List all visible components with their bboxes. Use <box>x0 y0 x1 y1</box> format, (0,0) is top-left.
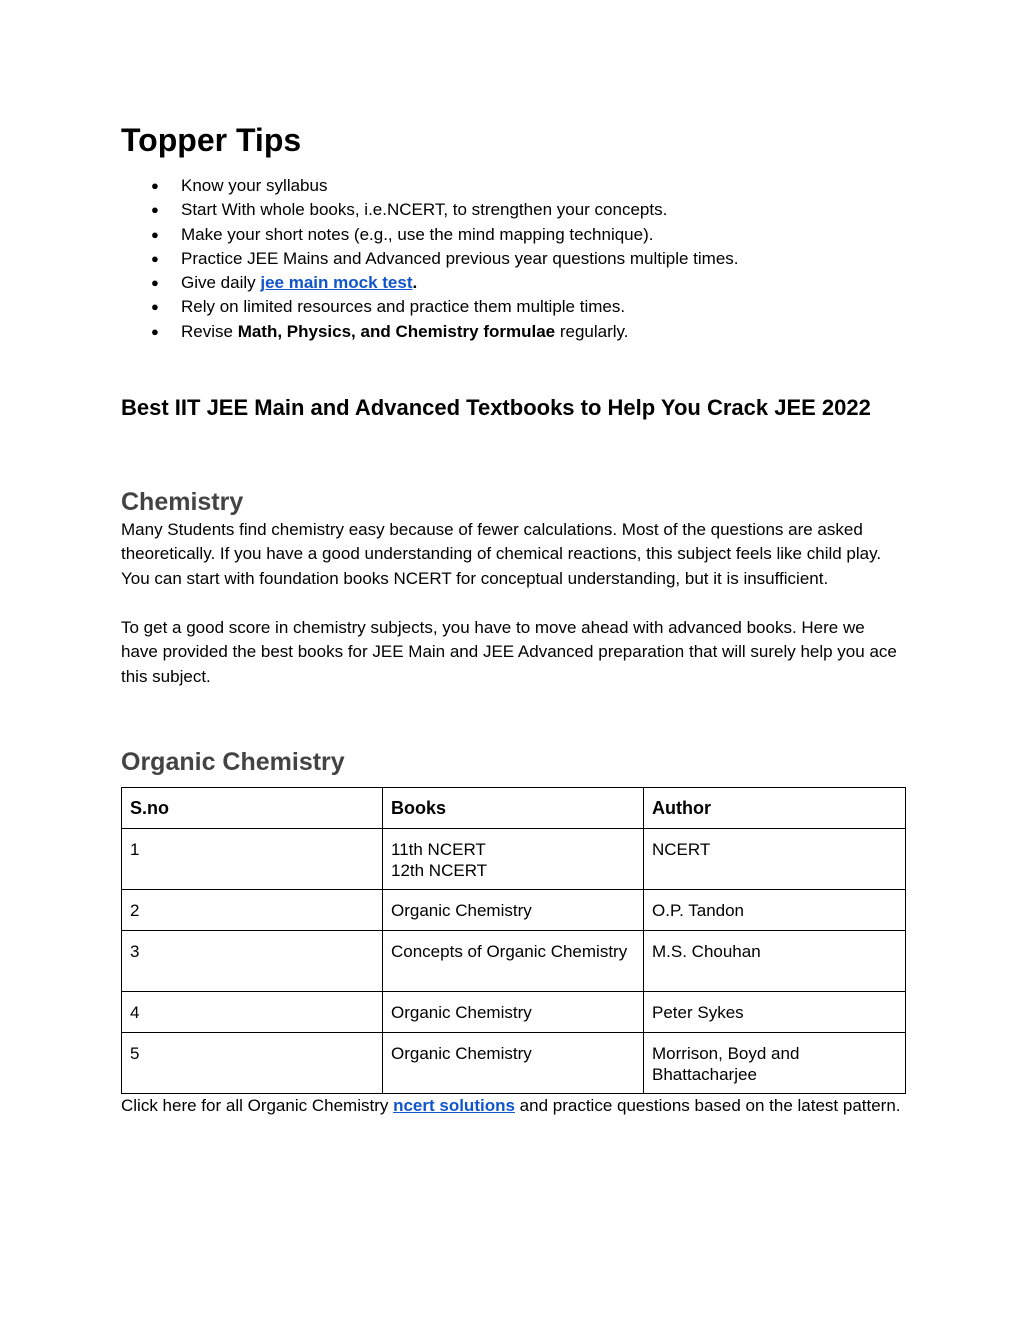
chemistry-paragraph-2: To get a good score in chemistry subjects, you have to move ahead with advanced books. Here we have provided the best books for JEE Main and JEE Advanced preparation that will surely help you ace this subject. <box>121 618 897 686</box>
cell-sno: 4 <box>122 992 383 1033</box>
list-item <box>121 295 905 319</box>
tip-text-prefix: Revise <box>181 321 238 341</box>
table-row <box>122 1033 906 1094</box>
cell-sno: 3 <box>122 931 383 992</box>
list-item <box>121 198 905 222</box>
cell-author: NCERT <box>644 829 906 890</box>
list-item <box>121 223 905 247</box>
mock-test-link[interactable]: jee main mock test <box>260 273 413 293</box>
cell-sno: 5 <box>122 1033 383 1094</box>
bullet-icon: ● <box>151 202 159 218</box>
table-row <box>122 829 906 890</box>
tip-text-suffix: regularly. <box>555 321 629 341</box>
tip-text-bold: Math, Physics, and Chemistry formulae <box>237 321 556 341</box>
table-row <box>122 890 906 931</box>
tip-text: Start With whole books, i.e.NCERT, to strengthen your concepts. <box>181 200 668 220</box>
bullet-icon: ● <box>151 226 159 242</box>
tip-text-suffix: . <box>412 273 418 293</box>
list-item <box>121 174 905 198</box>
cell-books: Organic Chemistry <box>383 1033 644 1094</box>
note-prefix: Click here for all Organic Chemistry <box>121 1096 394 1115</box>
chemistry-heading: Chemistry <box>121 488 244 516</box>
table-row <box>122 931 906 992</box>
chemistry-paragraph-1: Many Students find chemistry easy because of fewer calculations. Most of the questions are asked theoretically. If you have a good understanding of chemical reactions, this subject feels like child play. You can start with foundation books NCERT for conceptual understanding, but it is insufficient. <box>121 520 882 588</box>
organic-books-table <box>121 787 906 1094</box>
cell-sno: 1 <box>122 829 383 890</box>
cell-author: O.P. Tandon <box>644 890 906 931</box>
bullet-icon: ● <box>151 299 159 315</box>
books-section-heading: Best IIT JEE Main and Advanced Textbooks to Help You Crack JEE 2022 <box>121 395 871 420</box>
ncert-solutions-note <box>121 1094 905 1118</box>
list-item <box>121 247 905 271</box>
bullet-icon: ● <box>151 178 159 193</box>
tip-text-prefix: Give daily <box>181 273 261 293</box>
cell-sno: 2 <box>122 890 383 931</box>
bullet-icon: ● <box>151 323 159 339</box>
topper-tips-list <box>121 174 905 344</box>
cell-books: Organic Chemistry <box>383 992 644 1033</box>
cell-author: Peter Sykes <box>644 992 906 1033</box>
cell-author: M.S. Chouhan <box>644 931 906 992</box>
note-suffix: and practice questions based on the latest pattern. <box>514 1096 901 1115</box>
organic-chemistry-heading: Organic Chemistry <box>121 748 345 776</box>
column-header-books: Books <box>383 788 644 829</box>
bullet-icon: ● <box>151 250 159 266</box>
book-title: 11th NCERT <box>391 840 486 859</box>
table-row <box>122 992 906 1033</box>
list-item <box>121 320 905 344</box>
table-header-row <box>122 788 906 829</box>
tip-text: Practice JEE Mains and Advanced previous year questions multiple times. <box>181 248 739 268</box>
cell-books: Organic Chemistry <box>383 890 644 931</box>
column-header-sno: S.no <box>122 788 383 829</box>
cell-books: Concepts of Organic Chemistry <box>383 931 644 992</box>
bullet-icon: ● <box>151 275 159 291</box>
book-title: 12th NCERT <box>391 861 488 880</box>
ncert-solutions-link[interactable]: ncert solutions <box>393 1096 515 1115</box>
tip-text: Make your short notes (e.g., use the mind mapping technique). <box>181 224 654 244</box>
cell-books <box>383 829 644 890</box>
tip-text: Know your syllabus <box>181 176 328 195</box>
list-item <box>121 271 905 295</box>
tip-text: Rely on limited resources and practice them multiple times. <box>181 297 626 317</box>
column-header-author: Author <box>644 788 906 829</box>
page-title: Topper Tips <box>121 122 302 158</box>
cell-author: Morrison, Boyd and Bhattacharjee <box>644 1033 906 1094</box>
